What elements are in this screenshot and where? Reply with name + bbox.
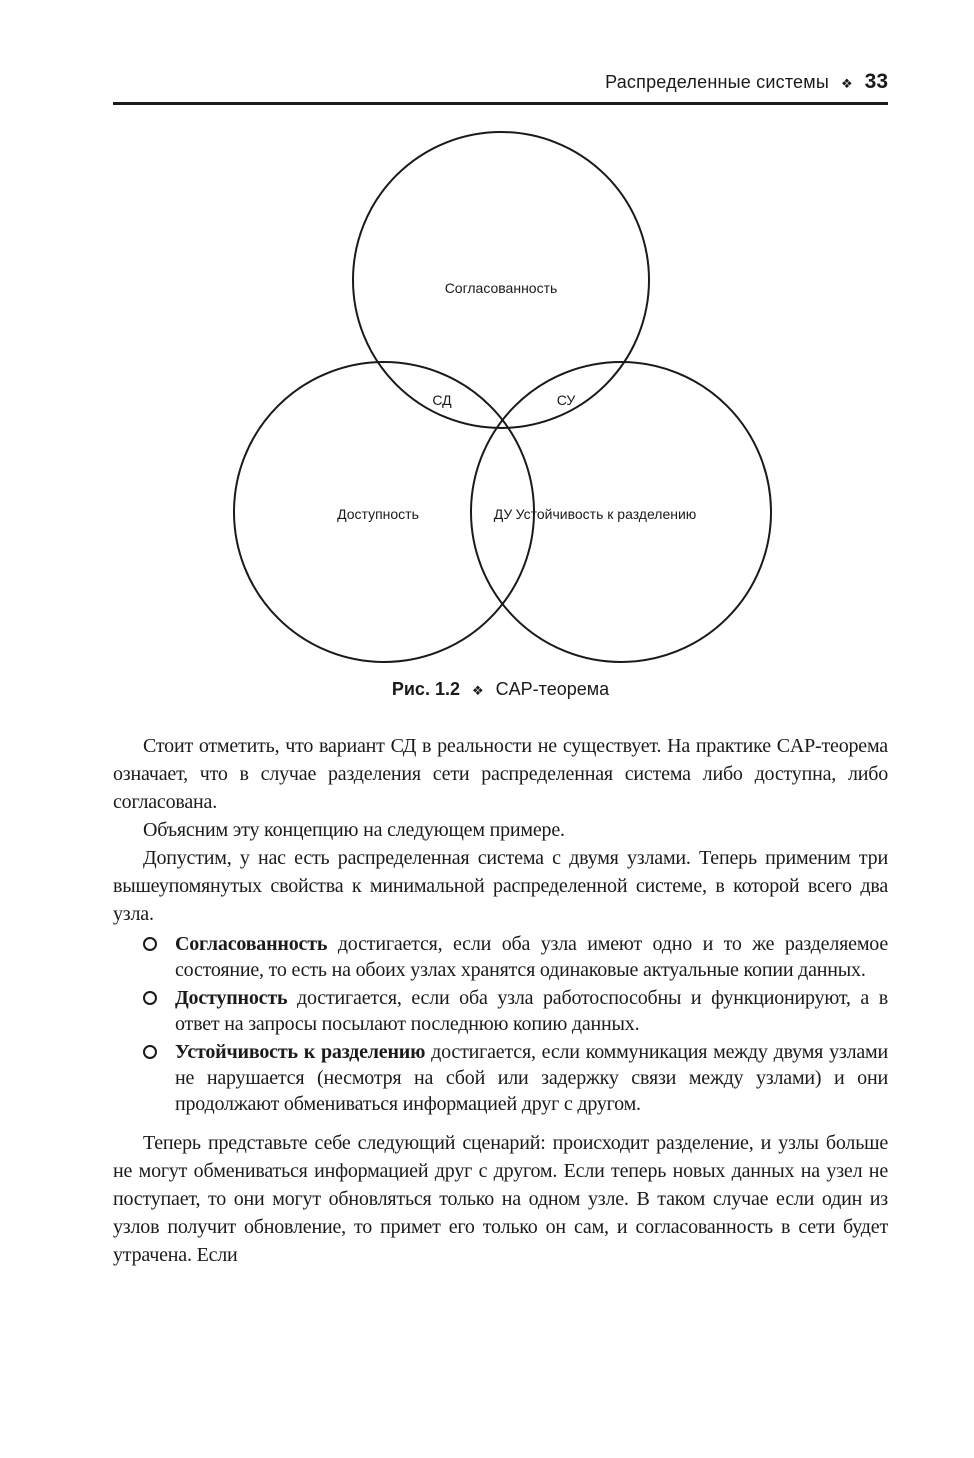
diamond-separator-icon: ❖ [471, 684, 484, 699]
paragraph: Объясним эту концепцию на следующем примере. [143, 819, 565, 841]
list-item-term: Доступность [175, 987, 288, 1009]
diamond-separator-icon: ❖ [840, 77, 853, 92]
venn-label-intersection-su: СУ [556, 392, 575, 408]
venn-label-consistency: Согласованность [444, 280, 557, 296]
list-item [113, 985, 888, 1037]
figure-cap-theorem [113, 117, 888, 700]
figure-caption [113, 679, 888, 700]
book-page [0, 70, 974, 1269]
body-text [113, 732, 888, 1269]
running-head-title: Распределенные системы [605, 72, 829, 92]
figure-caption-number: Рис. 1.2 [391, 679, 460, 699]
page-number: 33 [864, 70, 888, 93]
cap-properties-list [113, 931, 888, 1117]
venn-label-intersection-sd: СД [431, 392, 452, 408]
figure-caption-title: CAP-теорема [495, 679, 610, 699]
page-header [113, 70, 888, 105]
circle-bullet-icon [143, 1045, 157, 1059]
list-item-text: достигается, если оба узла имеют одно и то же разделяемое состояние, то есть на обоих узлах хранятся одинаковые актуальные копии данных. [175, 933, 888, 981]
list-item [113, 1039, 888, 1117]
venn-label-availability: Доступность [336, 506, 419, 522]
circle-bullet-icon [143, 991, 157, 1005]
venn-diagram [181, 117, 821, 677]
list-item [113, 931, 888, 983]
paragraph: Допустим, у нас есть распределенная система с двумя узлами. Теперь применим три вышеупомянутых свойства к минимальной распределенной системе, в которой всего два узла. [113, 847, 888, 925]
list-item-text: достигается, если коммуникация между двумя узлами не нарушается (несмотря на сбой или задержку связи между узлами) и они продолжают обмениваться информацией друг с другом. [175, 1041, 888, 1115]
list-item-term: Согласованность [175, 933, 328, 955]
list-item-term: Устойчивость к разделению [175, 1041, 426, 1063]
venn-label-intersection-du: ДУ [493, 506, 512, 522]
paragraph: Теперь представьте себе следующий сценарий: происходит разделение, и узлы больше не могут обмениваться информацией друг с другом. Если теперь новых данных на узел не поступает, то они могут обновляться только на одном узле. В таком случае если один из узлов получит обновление, то примет его только он сам, и согласованность в сети будет утрачена. Если [113, 1132, 888, 1266]
paragraph: Стоит отметить, что вариант СД в реальности не существует. На практике CAP-теорема означает, что в случае разделения сети распределенная система либо доступна, либо согласована. [113, 735, 888, 813]
venn-label-partition-tolerance: Устойчивость к разделению [515, 506, 696, 522]
circle-bullet-icon [143, 937, 157, 951]
list-item-text: достигается, если оба узла работоспособны и функционируют, а в ответ на запросы посылают последнюю копию данных. [175, 987, 888, 1035]
